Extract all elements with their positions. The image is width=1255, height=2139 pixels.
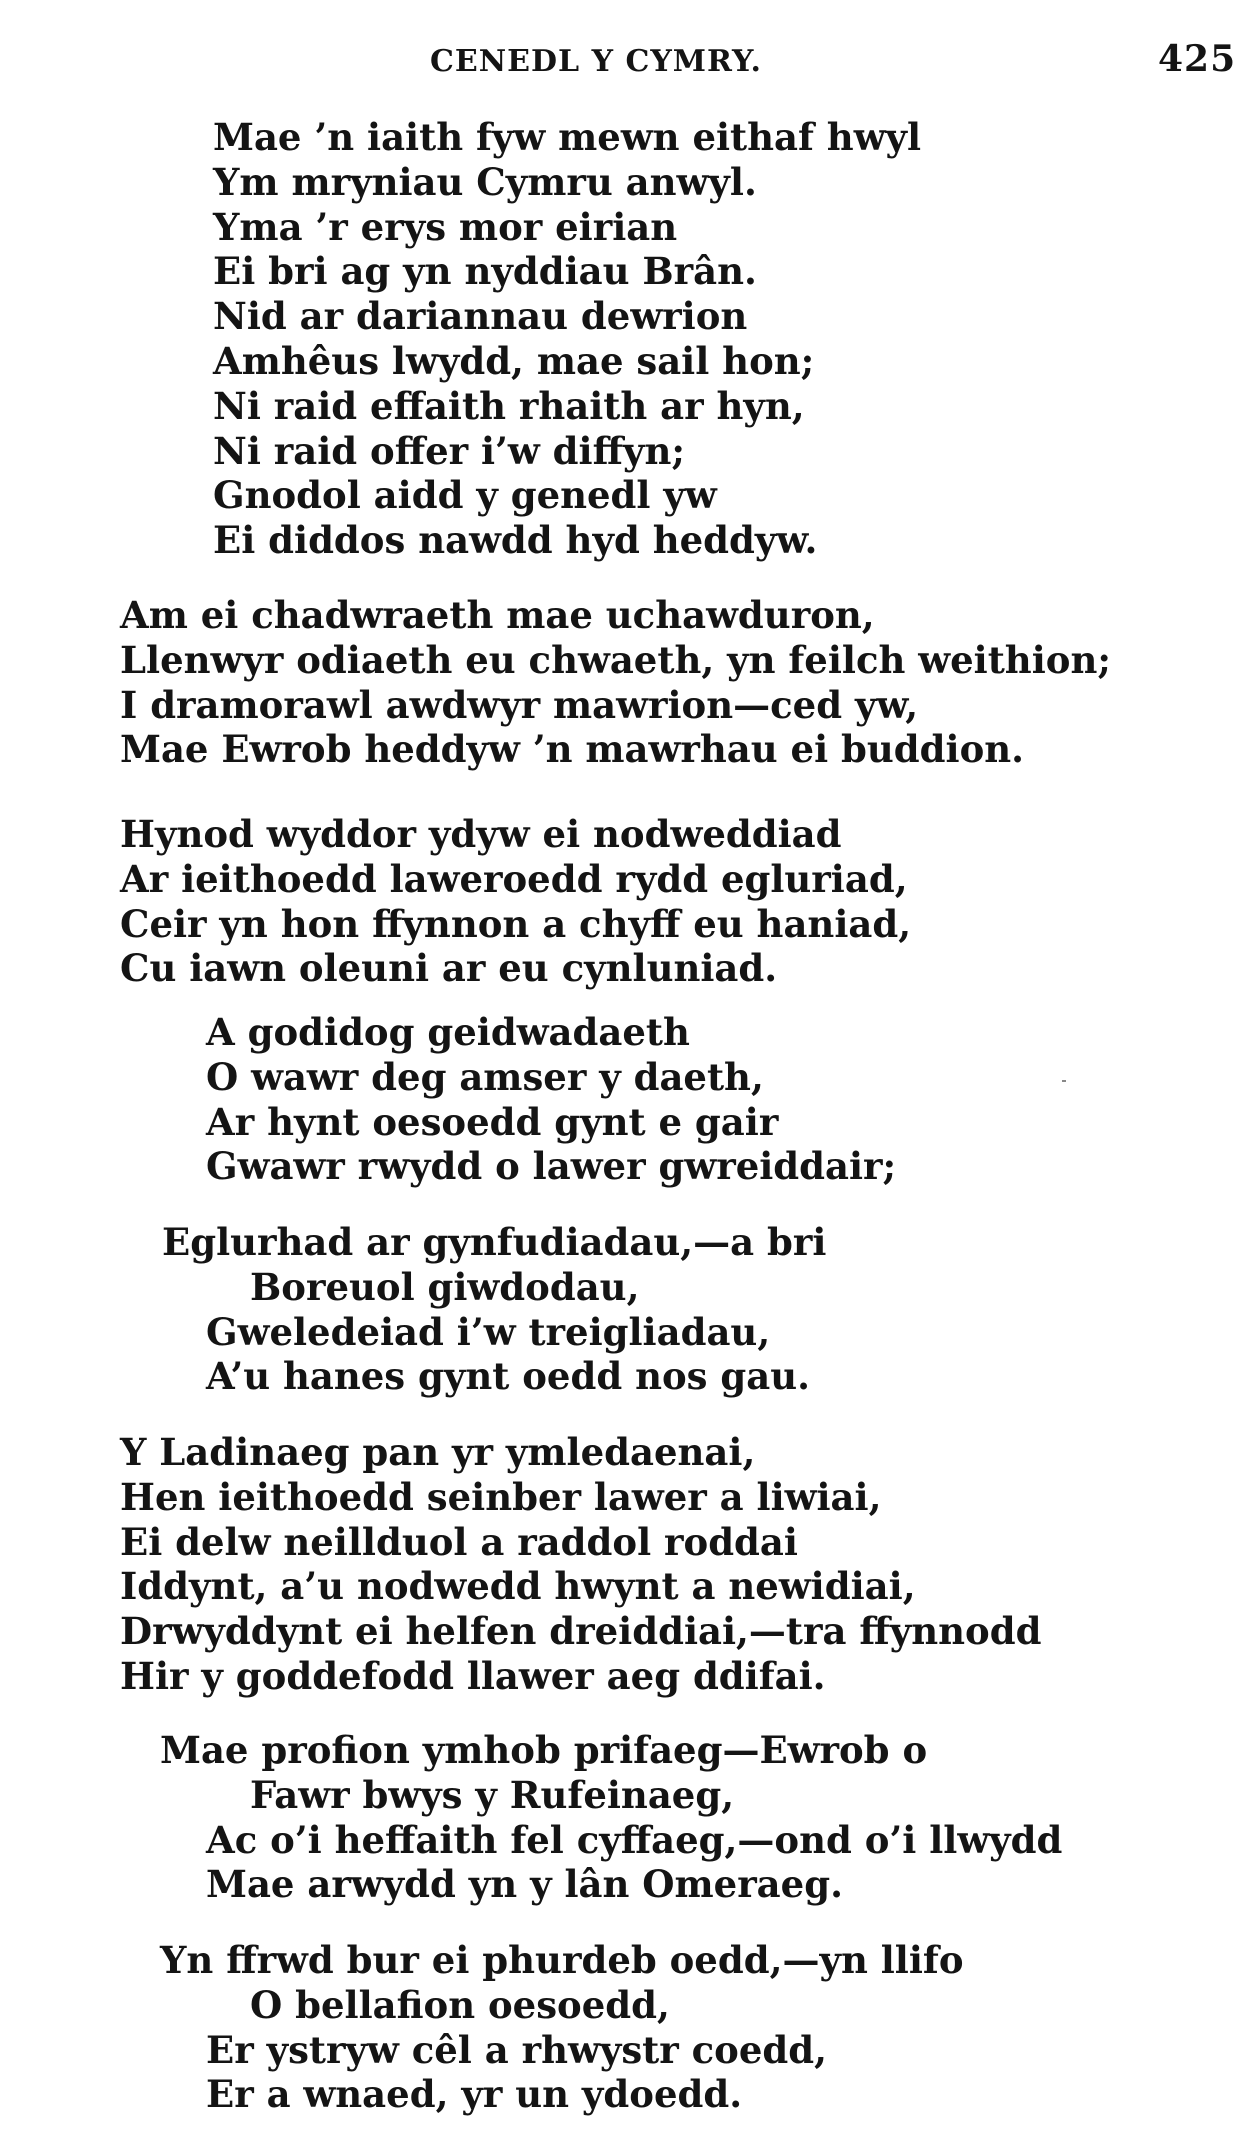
verse-line: O bellafion oesoedd, (250, 1982, 670, 2027)
verse-line: Gnodol aidd y genedl yw (213, 473, 717, 518)
verse-line: Hir y goddefodd llawer aeg ddifai. (120, 1654, 826, 1698)
verse-line: Ei diddos nawdd hyd heddyw. (213, 518, 818, 563)
verse-line: A’u hanes gynt oedd nos gau. (206, 1354, 811, 1399)
verse-line: Nid ar dariannau dewrion (213, 294, 748, 339)
verse-line: Amhêus lwydd, mae sail hon; (213, 339, 815, 383)
verse-line: A godidog geidwadaeth (206, 1010, 690, 1054)
verse-line: Cu iawn oleuni ar eu cynluniad. (120, 946, 778, 991)
verse-line: Er ystryw cêl a rhwystr coedd, (206, 2027, 827, 2072)
verse-line: Llenwyr odiaeth eu chwaeth, yn feilch weithion; (120, 637, 1111, 682)
verse-line: Iddynt, a’u nodwedd hwynt a newidiai, (120, 1564, 916, 1609)
verse-line: Am ei chadwraeth mae uchawduron, (120, 593, 875, 637)
page-number: 425 (1158, 38, 1237, 80)
verse-line: Ni raid effaith rhaith ar hyn, (213, 383, 805, 428)
verse-line: Ni raid offer i’w diffyn; (213, 428, 686, 473)
verse-line: Gweledeiad i’w treigliadau, (206, 1309, 771, 1354)
verse-line: Ar ieithoedd laweroedd rydd egluriad, (120, 856, 908, 901)
verse-line: Ei delw neillduol a raddol roddai (120, 1519, 798, 1564)
verse-line: Y Ladinaeg pan yr ymledaenai, (120, 1430, 756, 1474)
verse-line: Drwyddynt ei helfen dreiddiai,—tra ffynnodd (120, 1609, 1042, 1654)
verse-line: Ac o’i heffaith fel cyffaeg,—ond o’i llwydd (206, 1817, 1063, 1862)
verse-line: Ar hynt oesoedd gynt e gair (206, 1099, 779, 1144)
verse-line: Hynod wyddor ydyw ei nodweddiad (120, 812, 842, 856)
verse-line: Yn ffrwd bur ei phurdeb oedd,—yn llifo (160, 1938, 964, 1982)
verse-line: Fawr bwys y Rufeinaeg, (250, 1772, 735, 1817)
verse-line: Hen ieithoedd seinber lawer a liwiai, (120, 1474, 882, 1519)
verse-line: Ei bri ag yn nyddiau Brân. (213, 249, 757, 294)
verse-line: Yma ’r erys mor eirian (213, 204, 678, 249)
verse-line: Mae profion ymhob prifaeg—Ewrob o (160, 1728, 928, 1772)
verse-line: Gwawr rwydd o lawer gwreiddair; (206, 1144, 897, 1189)
verse-line: I dramorawl awdwyr mawrion—ced yw, (120, 682, 919, 727)
verse-line: Mae arwydd yn y lân Omeraeg. (206, 1862, 843, 1907)
running-title: CENEDL Y CYMRY. (430, 44, 762, 79)
verse-line: Boreuol giwdodau, (250, 1264, 640, 1309)
verse-line: Mae Ewrob heddyw ’n mawrhau ei buddion. (120, 727, 1025, 772)
verse-line: Ym mryniau Cymru anwyl. (213, 159, 757, 204)
verse-line: Mae ’n iaith fyw mewn eithaf hwyl (213, 115, 922, 159)
verse-line: Er a wnaed, yr un ydoedd. (206, 2072, 743, 2117)
verse-line: Ceir yn hon ffynnon a chyff eu haniad, (120, 901, 912, 946)
verse-line: Eglurhad ar gynfudiadau,—a bri (162, 1220, 827, 1264)
stray-mark (1062, 1080, 1066, 1082)
verse-line: O wawr deg amser y daeth, (206, 1054, 764, 1099)
